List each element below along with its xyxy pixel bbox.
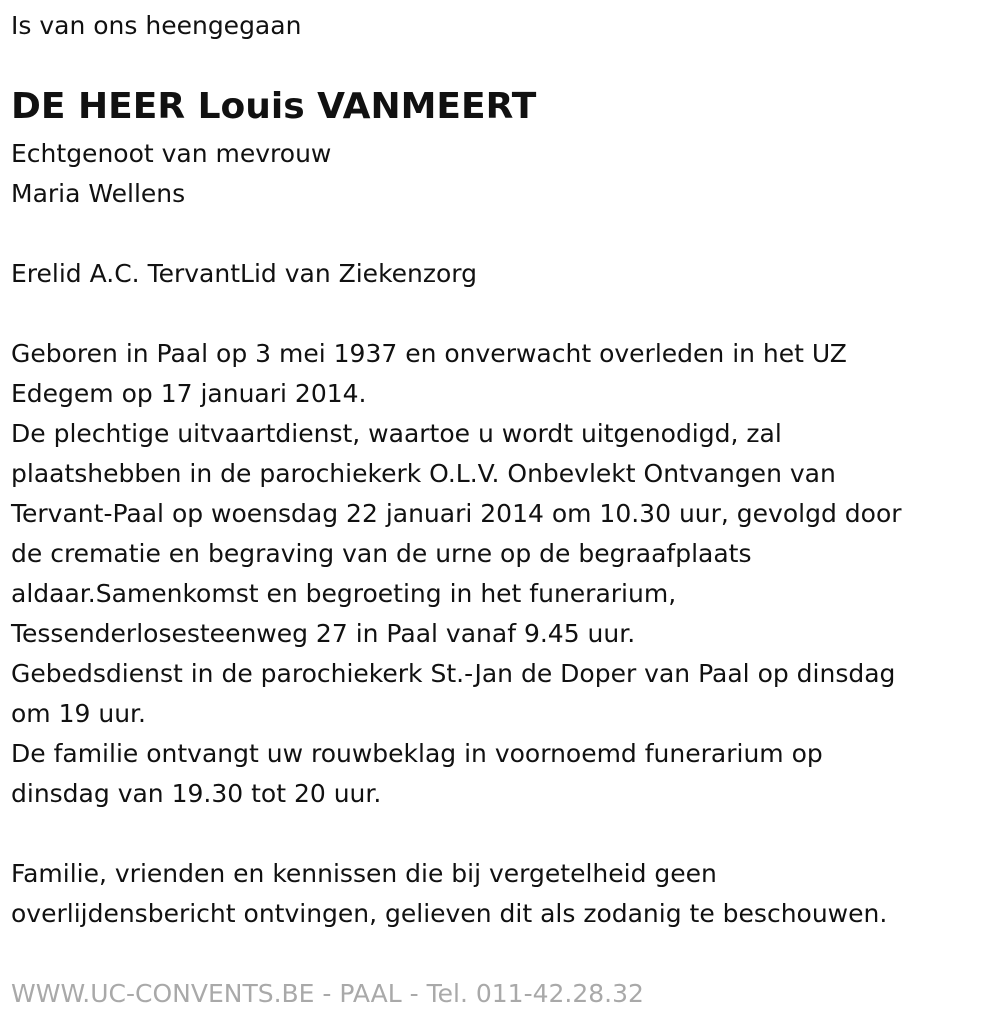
spouse-block [11, 134, 331, 214]
body-line: Gebedsdienst in de parochiekerk St.-Jan de Doper van Paal op dinsdag [11, 659, 896, 688]
body-line: Tessenderlosesteenweg 27 in Paal vanaf 9.45 uur. [11, 619, 636, 648]
notice-body [11, 334, 902, 814]
footer-contact: WWW.UC-CONVENTS.BE - PAAL - Tel. 011-42.28.32 [11, 979, 644, 1008]
spouse-line-2: Maria Wellens [11, 179, 186, 208]
body-line: Geboren in Paal op 3 mei 1937 en onverwacht overleden in het UZ [11, 339, 847, 368]
body-line: de crematie en begraving van de urne op de begraafplaats [11, 539, 752, 568]
closing-note [11, 854, 887, 934]
deceased-name: DE HEER Louis VANMEERT [11, 86, 537, 127]
membership-line: Erelid A.C. TervantLid van Ziekenzorg [11, 259, 478, 288]
body-line: om 19 uur. [11, 699, 146, 728]
body-line: De plechtige uitvaartdienst, waartoe u wordt uitgenodigd, zal [11, 419, 782, 448]
body-line: aldaar.Samenkomst en begroeting in het funerarium, [11, 579, 677, 608]
body-line: plaatshebben in de parochiekerk O.L.V. Onbevlekt Ontvangen van [11, 459, 836, 488]
body-line: dinsdag van 19.30 tot 20 uur. [11, 779, 382, 808]
body-line: Tervant-Paal op woensdag 22 januari 2014 om 10.30 uur, gevolgd door [11, 499, 902, 528]
body-line: Edegem op 17 januari 2014. [11, 379, 367, 408]
body-line: De familie ontvangt uw rouwbeklag in voornoemd funerarium op [11, 739, 823, 768]
closing-line: Familie, vrienden en kennissen die bij vergetelheid geen [11, 859, 717, 888]
spouse-line-1: Echtgenoot van mevrouw [11, 139, 332, 168]
membership-block [11, 254, 477, 294]
intro-text: Is van ons heengegaan [11, 11, 302, 40]
closing-line: overlijdensbericht ontvingen, gelieven dit als zodanig te beschouwen. [11, 899, 888, 928]
